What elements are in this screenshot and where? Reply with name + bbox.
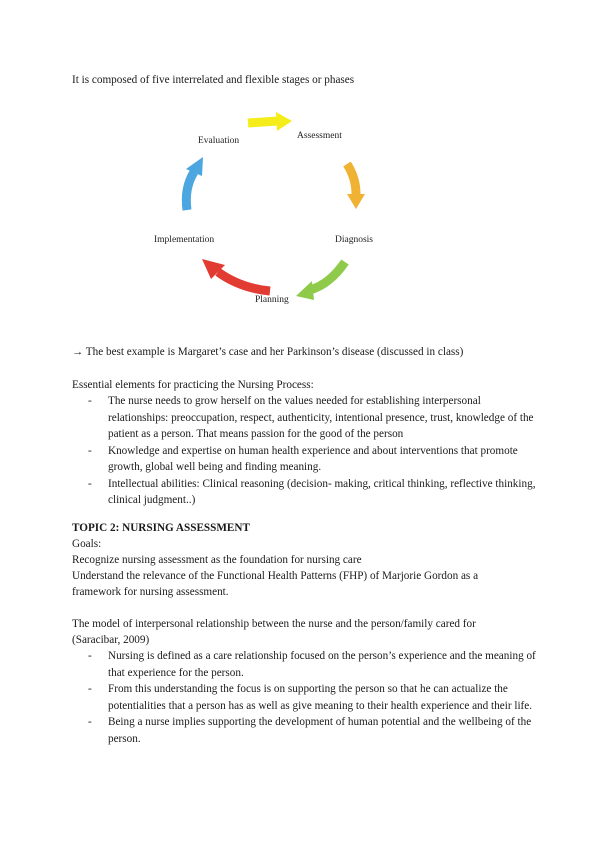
model-intro-line-2: (Saracibar, 2009) [72, 634, 150, 646]
nursing-process-cycle-diagram [140, 106, 400, 316]
model-list [88, 648, 538, 747]
stage-implementation: Implementation [154, 235, 215, 245]
essential-list [88, 393, 538, 509]
arrow-diagnosis-to-planning [296, 262, 345, 300]
intro-text: It is composed of five interrelated and flexible stages or phases [72, 74, 355, 86]
list-item: - The nurse needs to grow herself on the values needed for establishing interpersonal relationships: preoccupation, respect, authenticity, intentional presence, trust, knowledge of the patient as a person. That means passion for the good of the person [88, 393, 538, 443]
arrow-evaluation-to-assessment [248, 112, 292, 131]
list-item: - Knowledge and expertise on human health experience and about interventions that promote growth, global well being and finding meaning. [88, 443, 538, 476]
arrow-assessment-to-diagnosis [347, 164, 365, 209]
model-intro-line-1: The model of interpersonal relationship between the nurse and the person/family cared for [72, 618, 476, 630]
list-item: - Intellectual abilities: Clinical reasoning (decision- making, critical thinking, reflective thinking, clinical judgment..) [88, 476, 538, 509]
essential-heading: Essential elements for practicing the Nursing Process: [72, 379, 314, 391]
list-item: - Nursing is defined as a care relationship focused on the person’s experience and the meaning of that experience for the person. [88, 648, 538, 681]
cycle-arrows [140, 106, 400, 316]
arrow-implementation-to-evaluation [186, 157, 203, 210]
stage-evaluation: Evaluation [198, 136, 240, 146]
goals-label: Goals: [72, 538, 102, 550]
list-item: - From this understanding the focus is on supporting the person so that he can actualize the potentialities that a person has as well as give meaning to their health experience and their life. [88, 681, 538, 714]
stage-assessment: Assessment [297, 131, 342, 141]
example-text: → The best example is Margaret’s case and her Parkinson’s disease (discussed in class) [72, 346, 464, 358]
list-item: - Being a nurse implies supporting the development of human potential and the wellbeing of the person. [88, 714, 538, 747]
topic-title: TOPIC 2: NURSING ASSESSMENT [72, 522, 250, 534]
stage-planning: Planning [255, 295, 289, 305]
goal-1: Recognize nursing assessment as the foundation for nursing care [72, 554, 362, 566]
stage-diagnosis: Diagnosis [335, 235, 373, 245]
arrow-planning-to-implementation [202, 259, 270, 291]
goal-2-line-1: Understand the relevance of the Functional Health Patterns (FHP) of Marjorie Gordon as a [72, 570, 479, 582]
goal-2-line-2: framework for nursing assessment. [72, 586, 229, 598]
